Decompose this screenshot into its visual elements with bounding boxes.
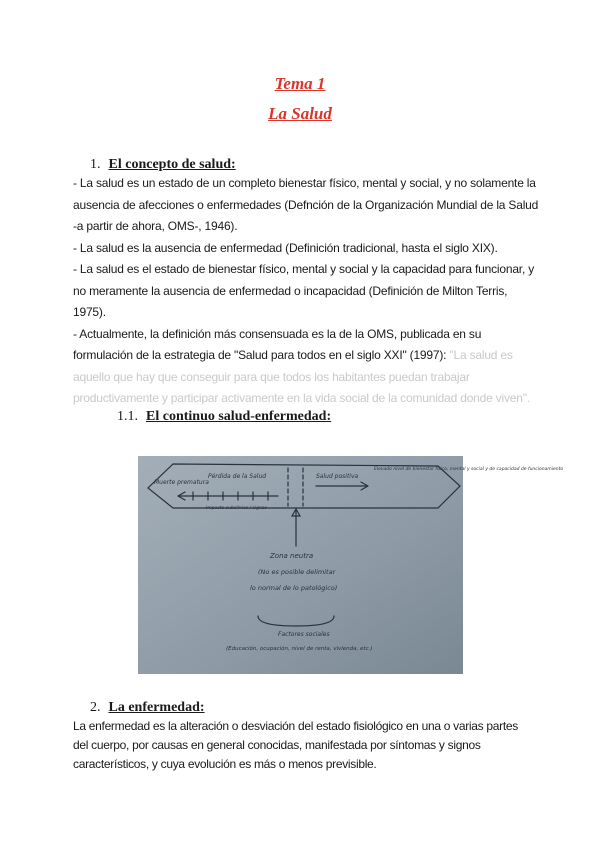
paragraph-3: - La salud es el estado de bienestar físico, mental y social y la capacidad para funcionar, y no meramente la ausencia de enfermedad o incapacidad (Definición de Milton Terris, 1975). [73, 262, 535, 319]
continuum-diagram [138, 456, 564, 674]
section-1-title: El concepto de salud: [108, 157, 236, 172]
paragraph-4-main: - Actualmente, la definición más consensuada es la de la OMS, publicada en su formulación de la estrategia de "Salud para todos en el siglo XXI" (1997): [73, 326, 482, 362]
diagram-left-end: Muerte prematura [154, 479, 209, 486]
doc-title: Tema 1 [274, 74, 326, 93]
section-1-1-number: 1.1. [117, 409, 138, 424]
diagram-right-box: Salud positiva [316, 473, 359, 480]
paragraph-4 [73, 324, 541, 410]
diagram-neutral-zone: Zona neutra [270, 552, 314, 560]
diagram-factors-list: (Educación, ocupación, nivel de renta, vivienda, etc.) [226, 646, 373, 652]
section-2-body: La enfermedad es la alteración o desviación del estado fisiológico en una o varias partes del cuerpo, por causas en general conocidas, manifestada por síntomas y signos característicos, y cuya evolución es más o menos previsible. [73, 719, 518, 771]
section-1-1-title: El continuo salud-enfermedad: [146, 409, 332, 424]
diagram-left-box: Pérdida de la Salud [208, 473, 267, 480]
section-1-body [73, 173, 541, 410]
paragraph-4-quote: "La salud es aquello que hay que conseguir para que todos los habitantes puedan trabajar productivamente y participar activamente en la vida social de la comunidad donde viven". [73, 348, 530, 405]
diagram-neutral-note-1: (No es posible delimitar [258, 568, 336, 576]
diagram-right-text: Elevado nivel de bienestar físico, mental y social y de capacidad de funcionamiento [374, 467, 564, 472]
section-2-heading [90, 700, 205, 716]
doc-subtitle: La Salud [268, 104, 332, 123]
section-1-number: 1. [90, 157, 101, 172]
section-2-title: La enfermedad: [108, 700, 205, 715]
diagram-factors-title: Factores sociales [278, 631, 330, 638]
section-2-number: 2. [90, 700, 101, 715]
section-1-1-heading [117, 409, 331, 425]
diagram-neutral-note-2: lo normal de lo patológico) [250, 584, 338, 592]
continuum-diagram-photo [138, 456, 564, 674]
paragraph-2: - La salud es la ausencia de enfermedad (Definición tradicional, hasta el siglo XIX). [73, 240, 498, 255]
paper-background [138, 456, 463, 674]
paragraph-1: - La salud es un estado de un completo bienestar físico, mental y social, y no solamente la ausencia de afecciones o enfermedades (Defnción de la Organización Mundial de la Salud -a partir de ahora, OMS-, 1946). [73, 176, 539, 233]
section-1-heading [90, 157, 236, 173]
diagram-left-arrow-label: Impacto subclínico / signos [206, 506, 267, 511]
